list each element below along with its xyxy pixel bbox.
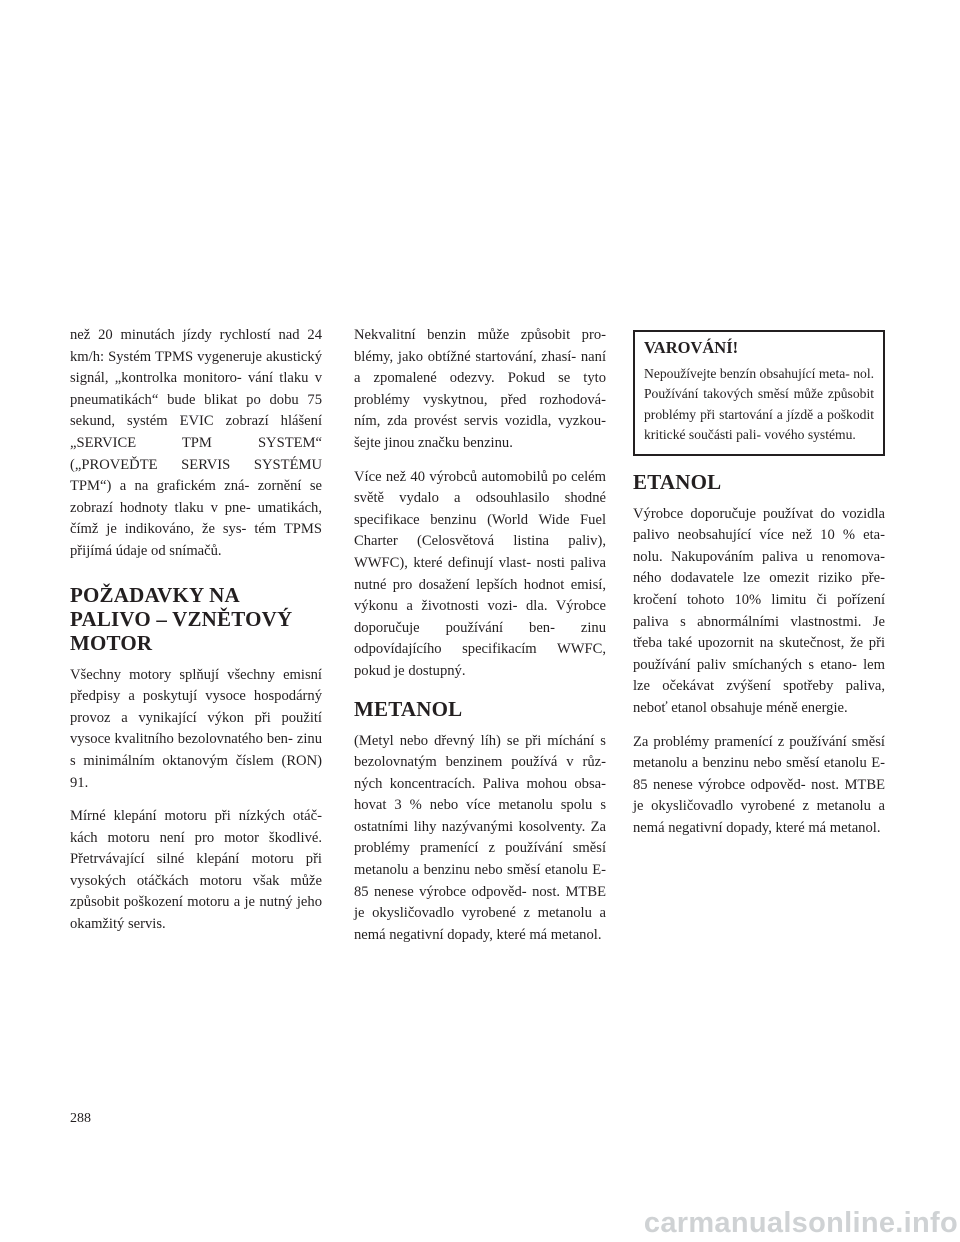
page-number: 288 xyxy=(70,1111,91,1126)
paragraph-emission-standards: Všechny motory splňují všechny emisní předpisy a poskytují vysoce hospodárný provoz a vynikající výkon při použití vysoce kvalitního bezolovnatého ben- zinu s minimálním oktanovým číslem (RON) 91. xyxy=(70,666,322,791)
paragraph-engine-knock: Mírné klepání motoru při nízkých otáč- kách motoru není pro motor škodlivé. Přetrvávající silné klepání motoru při vysokých otáčkách motoru však může způsobit poškození motoru a je nutný jeho okamžitý servis. xyxy=(70,808,322,933)
heading-ethanol: ETANOL xyxy=(633,469,722,494)
heading-methanol: METANOL xyxy=(354,696,463,721)
warning-text: Nepoužívejte benzín obsahující meta- nol. Používání takových směsí může způsobit problémy při startování a jízdě a poškodit kritické součásti pali- vového systému. xyxy=(644,366,874,443)
warning-title: VAROVÁNÍ! xyxy=(644,338,739,357)
column-3 xyxy=(633,325,885,852)
paragraph-methanol: (Metyl nebo dřevný líh) se při míchání s bezolovnatým benzinem používá v růz- ných koncentracích. Paliva mohou obsa- hovat 3 % nebo více metanolu spolu s ostatními lihy nazývanými kosolventy. Za problémy pramenící z používání směsí metanolu a benzinu nebo směsí etanolu E-85 nenese výrobce odpověd- nost. MTBE je okysličovadlo vyrobené z metanolu a nemá negativní dopady, které má metanol. xyxy=(354,732,606,943)
paragraph-ethanol-limit: Výrobce doporučuje používat do vozidla palivo neobsahující více než 10 % eta- nolu. Nakupováním paliva u renomova- ného dodavatele lze omezit riziko pře- kročení tohoto 10% limitu či pořízení paliva s abnormálními vlastnostmi. Je třeba také upozornit na skutečnost, že při používání paliv smíchaných s etano- lem lze očekávat zvýšení spotřeby paliva, neboť etanol obsahuje méně energie. xyxy=(633,505,885,716)
paragraph-wwfc: Více než 40 výrobců automobilů po celém světě vydalo a odsouhlasilo shodné specifikace benzinu (World Wide Fuel Charter (Celosvětová listina paliv), WWFC), které definují vlast- nosti paliva nutné pro dosažení lepších hodnot emisí, výkonu a životnosti vozi- dla. Výrobce doporučuje používání ben- zinu odpovídajícího specifikacím WWFC, pokud je dostupný. xyxy=(354,468,606,679)
paragraph-poor-quality-fuel: Nekvalitní benzin může způsobit pro- blémy, jako obtížné startování, zhasí- naní a zpomalené odezvy. Pokud se tyto problémy vyskytnou, před rozhodová- ním, zda provést servis vozidla, vyzkou- šejte jinou značku benzinu. xyxy=(354,327,606,451)
paragraph-tpms-warning: než 20 minutách jízdy rychlostí nad 24 km/h: Systém TPMS vygeneruje akustický signál, „kontrolka monitoro- vání tlaku v pneumatikách“ bude blikat po dobu 75 sekund, systém EVIC zobrazí hlášení „SERVICE TPM SYSTEM“ („PROVEĎTE SERVIS SYSTÉMU TPM“) a na grafickém zná- zornění se zobrazí hodnoty tlaku v pne- umatikách, čímž je indikováno, že sys- tém TPMS přijímá údaje od snímačů. xyxy=(70,327,322,559)
warning-box xyxy=(633,330,885,456)
column-1 xyxy=(70,325,322,948)
column-2 xyxy=(354,325,606,958)
heading-fuel-requirements: POŽADAVKY NA PALIVO – VZNĚTOVÝ MOTOR xyxy=(70,582,293,655)
watermark: carmanualsonline.info xyxy=(643,1207,958,1239)
paragraph-ethanol-liability: Za problémy pramenící z používání směsí metanolu a benzinu nebo směsí etanolu E-85 nenese výrobce odpověd- nost. MTBE je okysličovadlo vyrobené z metanolu a nemá negativní dopady, které má metanol. xyxy=(633,733,885,836)
